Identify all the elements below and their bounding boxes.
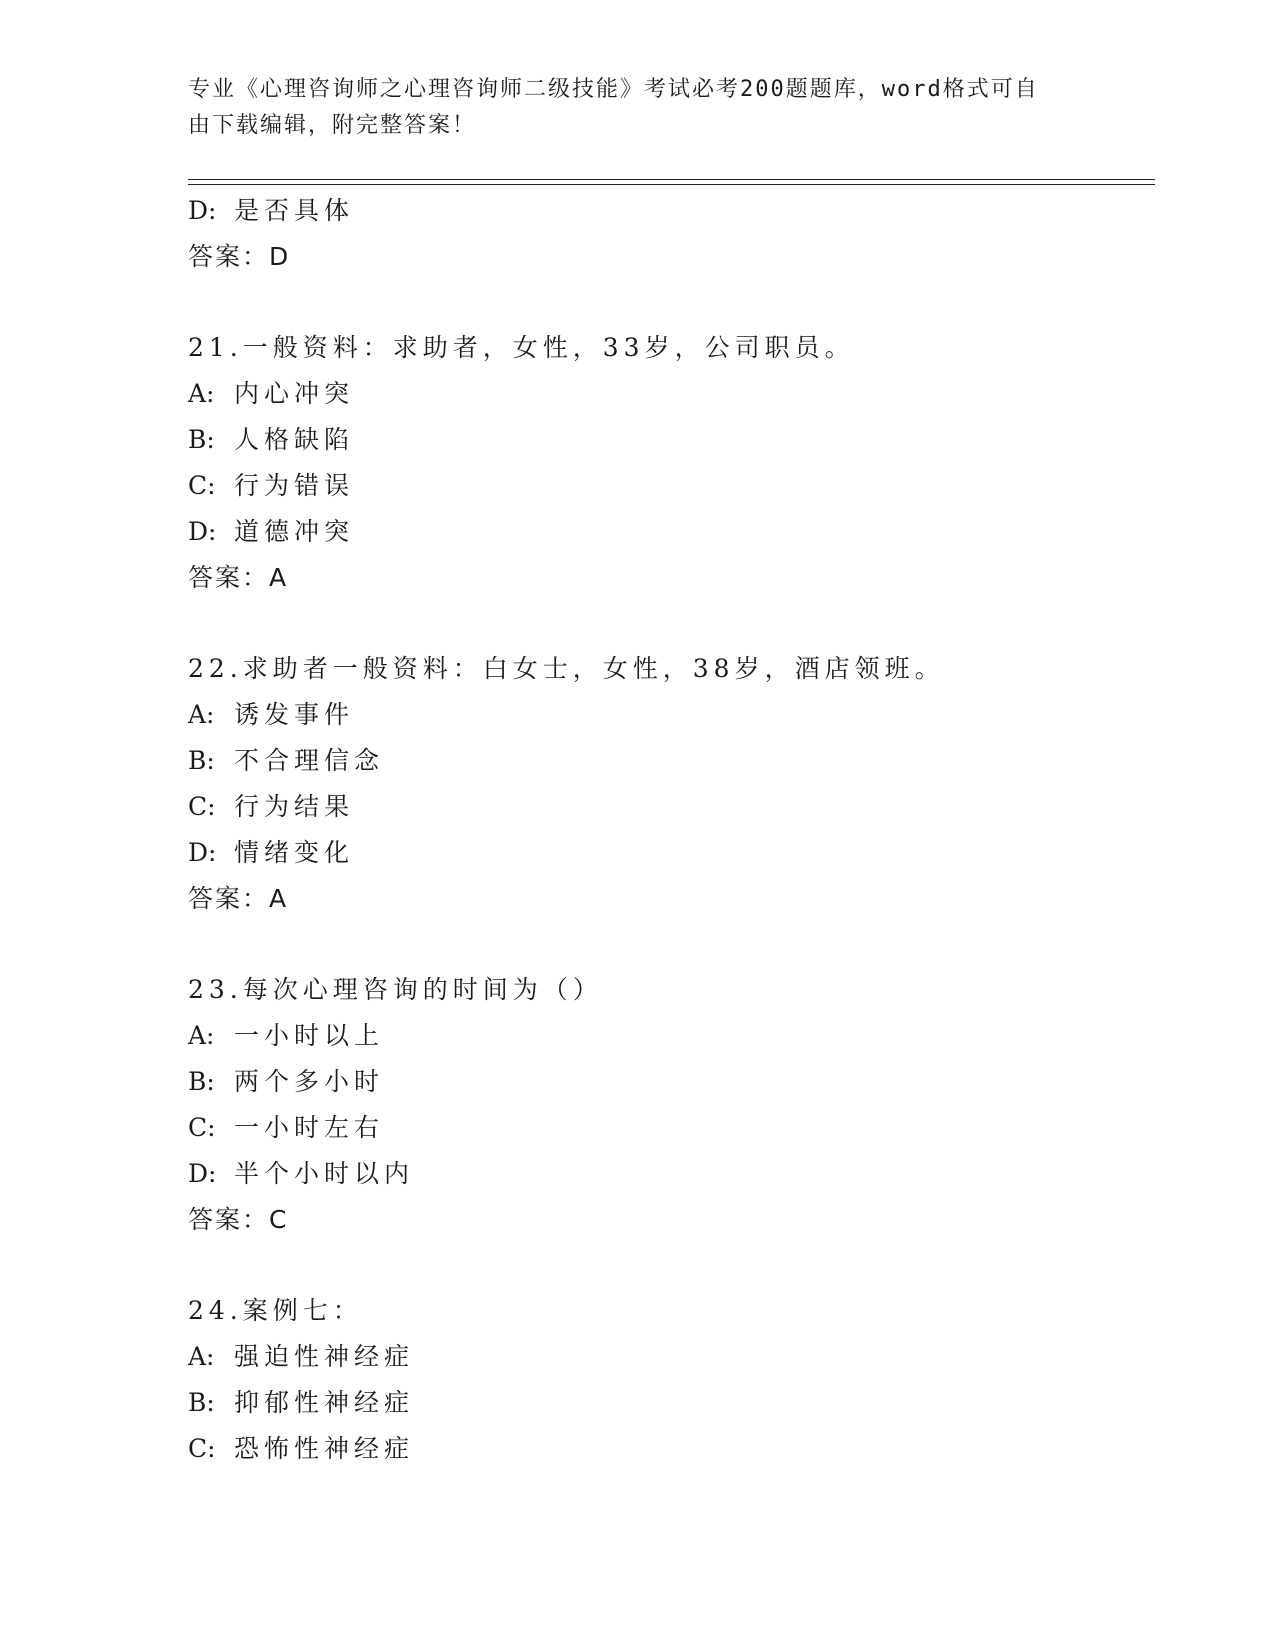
option-text: 恐怖性神经症 xyxy=(234,1434,415,1463)
option-letter: C: xyxy=(188,471,216,500)
spacer xyxy=(188,922,1148,967)
option-c xyxy=(188,784,1148,830)
option-letter: A: xyxy=(188,700,215,729)
option-a xyxy=(188,1013,1148,1059)
question-title: 24.案例七： xyxy=(188,1296,363,1325)
option-d xyxy=(188,830,1148,876)
option-b xyxy=(188,738,1148,784)
option-a xyxy=(188,692,1148,738)
option-b xyxy=(188,417,1148,463)
document-header xyxy=(188,72,1068,144)
spacer xyxy=(188,1243,1148,1288)
option-b xyxy=(188,1380,1148,1426)
option-letter: A: xyxy=(188,1021,215,1050)
answer-line: 答案：A xyxy=(188,563,289,592)
option-text: 一小时左右 xyxy=(234,1113,385,1142)
option-d xyxy=(188,509,1148,555)
header-line-1: 专业《心理咨询师之心理咨询师二级技能》考试必考200题题库，word格式可自 xyxy=(188,77,1039,102)
option-text: 诱发事件 xyxy=(234,700,355,729)
option-c xyxy=(188,1426,1148,1472)
question-title: 23.每次心理咨询的时间为（） xyxy=(188,975,603,1004)
option-letter: D: xyxy=(188,1159,217,1188)
spacer xyxy=(188,601,1148,646)
option-text: 强迫性神经症 xyxy=(234,1342,415,1371)
spacer xyxy=(188,280,1148,325)
option-letter: D: xyxy=(188,196,217,225)
option-text: 不合理信念 xyxy=(234,746,385,775)
option-text: 情绪变化 xyxy=(234,838,355,867)
option-c xyxy=(188,463,1148,509)
option-text: 人格缺陷 xyxy=(234,425,355,454)
option-letter: C: xyxy=(188,792,216,821)
option-letter: A: xyxy=(188,379,215,408)
option-d xyxy=(188,188,1148,234)
option-text: 半个小时以内 xyxy=(234,1159,415,1188)
header-divider-bottom xyxy=(188,184,1155,185)
header-line-2: 由下载编辑，附完整答案！ xyxy=(188,113,477,138)
question-title: 22.求助者一般资料：白女士，女性，38岁，酒店领班。 xyxy=(188,654,945,683)
option-text: 抑郁性神经症 xyxy=(234,1388,415,1417)
option-letter: C: xyxy=(188,1434,216,1463)
option-text: 是否具体 xyxy=(234,196,355,225)
question-list xyxy=(188,188,1148,1472)
option-letter: D: xyxy=(188,517,217,546)
option-a xyxy=(188,371,1148,417)
option-b xyxy=(188,1059,1148,1105)
option-d xyxy=(188,1151,1148,1197)
option-letter: D: xyxy=(188,838,217,867)
option-text: 行为错误 xyxy=(234,471,355,500)
option-letter: B: xyxy=(188,1067,215,1096)
answer-line: 答案：C xyxy=(188,1205,289,1234)
option-c xyxy=(188,1105,1148,1151)
option-text: 道德冲突 xyxy=(234,517,355,546)
header-divider-top xyxy=(188,179,1155,180)
option-text: 两个多小时 xyxy=(234,1067,385,1096)
option-letter: A: xyxy=(188,1342,215,1371)
option-letter: C: xyxy=(188,1113,216,1142)
option-text: 行为结果 xyxy=(234,792,355,821)
option-a xyxy=(188,1334,1148,1380)
option-letter: B: xyxy=(188,1388,215,1417)
answer-line: 答案：D xyxy=(188,242,291,271)
option-letter: B: xyxy=(188,425,215,454)
answer-line: 答案：A xyxy=(188,884,289,913)
option-text: 内心冲突 xyxy=(234,379,355,408)
option-text: 一小时以上 xyxy=(234,1021,385,1050)
option-letter: B: xyxy=(188,746,215,775)
question-title: 21.一般资料：求助者，女性，33岁，公司职员。 xyxy=(188,333,855,362)
